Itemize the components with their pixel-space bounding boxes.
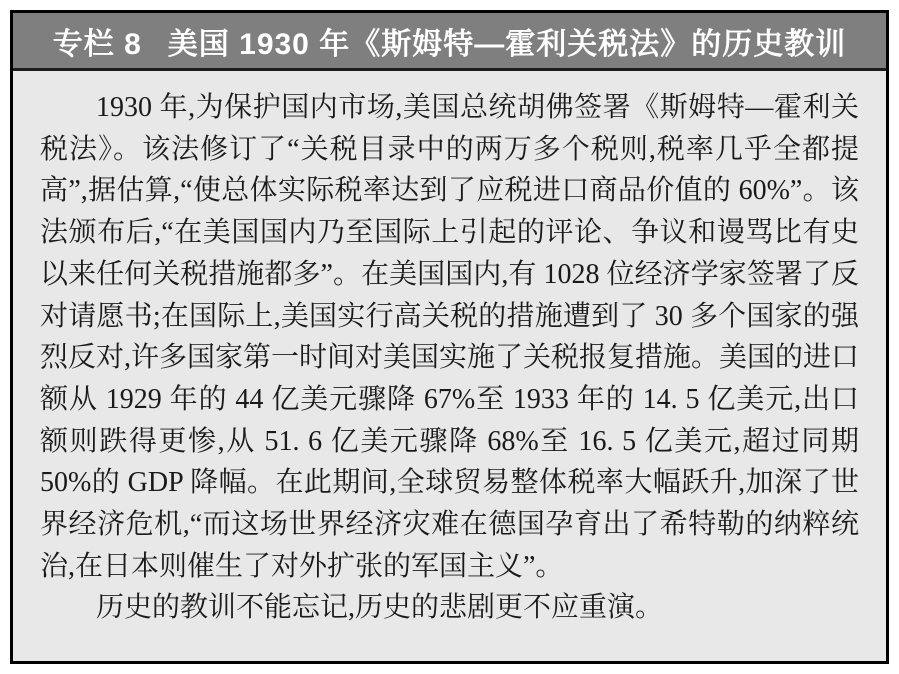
body-paragraph-closing: 历史的教训不能忘记,历史的悲剧更不应重演。 (96, 592, 664, 624)
panel-header (13, 13, 886, 71)
column-box-panel (10, 10, 889, 664)
panel-title: 美国 1930 年《斯姆特—霍利关税法》的历史教训 (167, 27, 847, 61)
panel-body (13, 71, 886, 661)
column-number-label: 专栏 8 (52, 27, 142, 61)
body-paragraph: 1930 年,为保护国内市场,美国总统胡佛签署《斯姆特—霍利关税法》。该法修订了“关税目录中的两万多个税则,税率几乎全都提高”,据估算,“使总体实际税率达到了应税进口商品价值的 60%”。该法颁布后,“在美国国内乃至国际上引起的评论、争议和谩骂比有史以来任何关税措施都多”。在美国国内,有 1028 位经济学家签署了反对请愿书;在国际上,美国实行高关税的措施遭到了 30 多个国家的强烈反对,许多国家第一时间对美国实施了关税报复措施。美国的进口额从 1929 年的 44 亿美元骤降 67%至 1933 年的 14. 5 亿美元,出口额则跌得更惨,从 51. 6 亿美元骤降 68%至 16. 5 亿美元,超过同期 50%的 GDP 降幅。在此期间,全球贸易整体税率大幅跃升,加深了世界经济危机,“而这场世界经济灾难在德国孕育出了希特勒的纳粹统治,在日本则催生了对外扩张的军国主义”。 (40, 92, 860, 582)
